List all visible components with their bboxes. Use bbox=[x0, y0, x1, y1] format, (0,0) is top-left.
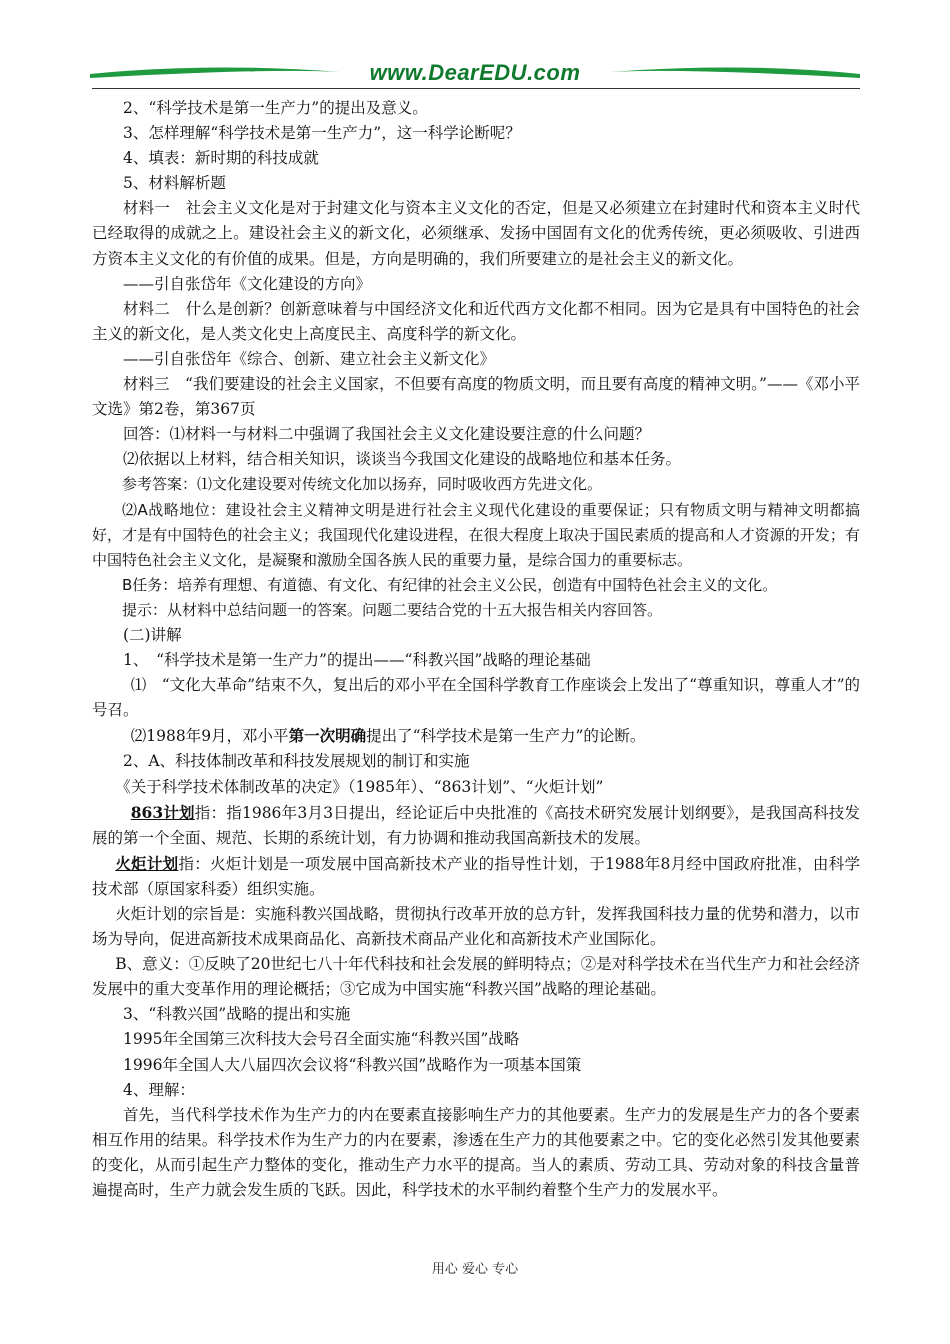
explain-item-1-1: ⑴ “文化大革命”结束不久，复出后的邓小平在全国科学教育工作座谈会上发出了“尊重知识，尊重人才”的号召。 bbox=[92, 676, 860, 720]
text-1988-c: 提出了“科学技术是第一生产力”的论断。 bbox=[366, 727, 646, 746]
text-1988-a: ⑵1988年9月，邓小平 bbox=[130, 727, 289, 746]
line-q3: 3、怎样理解“科学技术是第一生产力”，这一科学论断呢？ bbox=[123, 124, 521, 143]
def-863: 指：指1986年3月3日提出，经论证后中央批准的《高技术研究发展计划纲要》，是我国高科技发展的第一个全面、规范、长期的系统计划，有力协调和推动我国高新技术的发展。 bbox=[92, 803, 860, 847]
material-one-source: ——引自张岱年《文化建设的方向》 bbox=[123, 274, 372, 293]
header-rule bbox=[92, 88, 860, 89]
line-q5: 5、材料解析题 bbox=[123, 174, 226, 193]
document-body bbox=[92, 96, 860, 1203]
plan-torch-aim: 火炬计划的宗旨是：实施科教兴国战略，贯彻执行改革开放的总方针，发挥我国科技力量的优势和潜力，以市场为导向，促进高新技术成果商品化、高新技术商品产业化和高新技术产业国际化。 bbox=[92, 905, 860, 949]
line-q2: 2、“科学技术是第一生产力”的提出及意义。 bbox=[123, 99, 428, 117]
answer-hint: 提示：从材料中总结问题一的答案。问题二要结合党的十五大报告相关内容回答。 bbox=[122, 600, 663, 619]
plan-torch bbox=[92, 851, 860, 902]
section-heading-explain: (二)讲解 bbox=[123, 625, 182, 644]
material-one: 材料一 社会主义文化是对于封建文化与资本主义文化的否定，但是又必须建立在封建时代和资本主义时代已经取得的成就之上。建设社会主义的新文化，必须继承、发扬中国固有文化的优秀传统，更必须吸收、引进西方资本主义文化的有价值的成果。但是，方向是明确的，我们所要建立的是社会主义的新文化。 bbox=[92, 199, 860, 268]
line-q4: 4、填表：新时期的科技成就 bbox=[123, 149, 319, 168]
plan-863 bbox=[92, 800, 860, 851]
explain-item-3-1996: 1996年全国人大八届四次会议将“科教兴国”战略作为一项基本国策 bbox=[123, 1055, 582, 1074]
material-three: 材料三 “我们要建设的社会主义国家，不但要有高度的物质文明，而且要有高度的精神文明。”——《邓小平文选》第2卷，第367页 bbox=[92, 375, 860, 419]
explain-item-2a: 2、A、科技体制改革和科技发展规划的制订和实施 bbox=[123, 752, 470, 771]
explain-item-4-text: 首先，当代科学技术作为生产力的内在要素直接影响生产力的其他要素。生产力的发展是生产力的各个要素相互作用的结果。科学技术作为生产力的内在要素，渗透在生产力的其他要素之中。它的变化必然引发其他要素的变化，从而引起生产力整体的变化，推动生产力水平的提高。当人的素质、劳动工具、劳动对象的科技含量普遍提高时，生产力就会发生质的飞跃。因此，科学技术的水平制约着整个生产力的发展水平。 bbox=[92, 1105, 860, 1200]
page-footer: 用心 爱心 专心 bbox=[431, 1262, 519, 1277]
explain-item-2b: B、意义：①反映了20世纪七八十年代科技和社会发展的鲜明特点；②是对科学技术在当代生产力和社会经济发展中的重大变革作用的理论概括；③它成为中国实施“科教兴国”战略的理论基础。 bbox=[92, 955, 860, 999]
explain-item-3-1995: 1995年全国第三次科技大会号召全面实施“科教兴国”战略 bbox=[123, 1030, 520, 1049]
explain-item-3: 3、“科教兴国”战略的提出和实施 bbox=[123, 1005, 351, 1024]
def-torch: 指：火炬计划是一项发展中国高新技术产业的指导性计划，于1988年8月经中国政府批准，由科学技术部（原国家科委）组织实施。 bbox=[92, 854, 860, 898]
explain-item-2a-plans: 《关于科学技术体制改革的决定》（1985年）、“863计划”、“火炬计划” bbox=[115, 777, 604, 796]
site-logo[interactable]: www.DearEDU.com bbox=[369, 60, 581, 85]
explain-item-1: 1、 “科学技术是第一生产力”的提出——“科教兴国”战略的理论基础 bbox=[123, 651, 591, 670]
material-two: 材料二 什么是创新？创新意味着与中国经济文化和近代西方文化都不相同。因为它是具有中国特色的社会主义的新文化，是人类文化史上高度民主、高度科学的新文化。 bbox=[92, 299, 860, 343]
answer-one: 参考答案：⑴文化建设要对传统文化加以扬弃，同时吸收西方先进文化。 bbox=[122, 475, 603, 494]
term-863: 863计划 bbox=[130, 802, 195, 822]
term-torch: 火炬计划 bbox=[115, 853, 179, 873]
question-two: ⑵依据以上材料，结合相关知识，谈谈当今我国文化建设的战略地位和基本任务。 bbox=[123, 450, 682, 469]
text-1988-bold: 第一次明确 bbox=[288, 726, 367, 746]
explain-item-1-2 bbox=[92, 723, 860, 749]
explain-item-4: 4、理解： bbox=[123, 1080, 195, 1099]
question-one: 回答：⑴材料一与材料二中强调了我国社会主义文化建设要注意的什么问题？ bbox=[123, 425, 651, 444]
answer-two-b: B任务：培养有理想、有道德、有文化、有纪律的社会主义公民，创造有中国特色社会主义的文化。 bbox=[122, 575, 778, 594]
material-two-source: ——引自张岱年《综合、创新、建立社会主义新文化》 bbox=[123, 349, 496, 368]
site-header bbox=[90, 58, 860, 90]
answer-two-a: ⑵A战略地位：建设社会主义精神文明是进行社会主义现代化建设的重要保证；只有物质文明与精神文明都搞好，才是有中国特色的社会主义；我国现代化建设进程，在很大程度上取决于国民素质的提高和人才资源的开发；有中国特色社会主义文化，是凝聚和激励全国各族人民的重要力量，是综合国力的重要标志。 bbox=[92, 500, 860, 569]
